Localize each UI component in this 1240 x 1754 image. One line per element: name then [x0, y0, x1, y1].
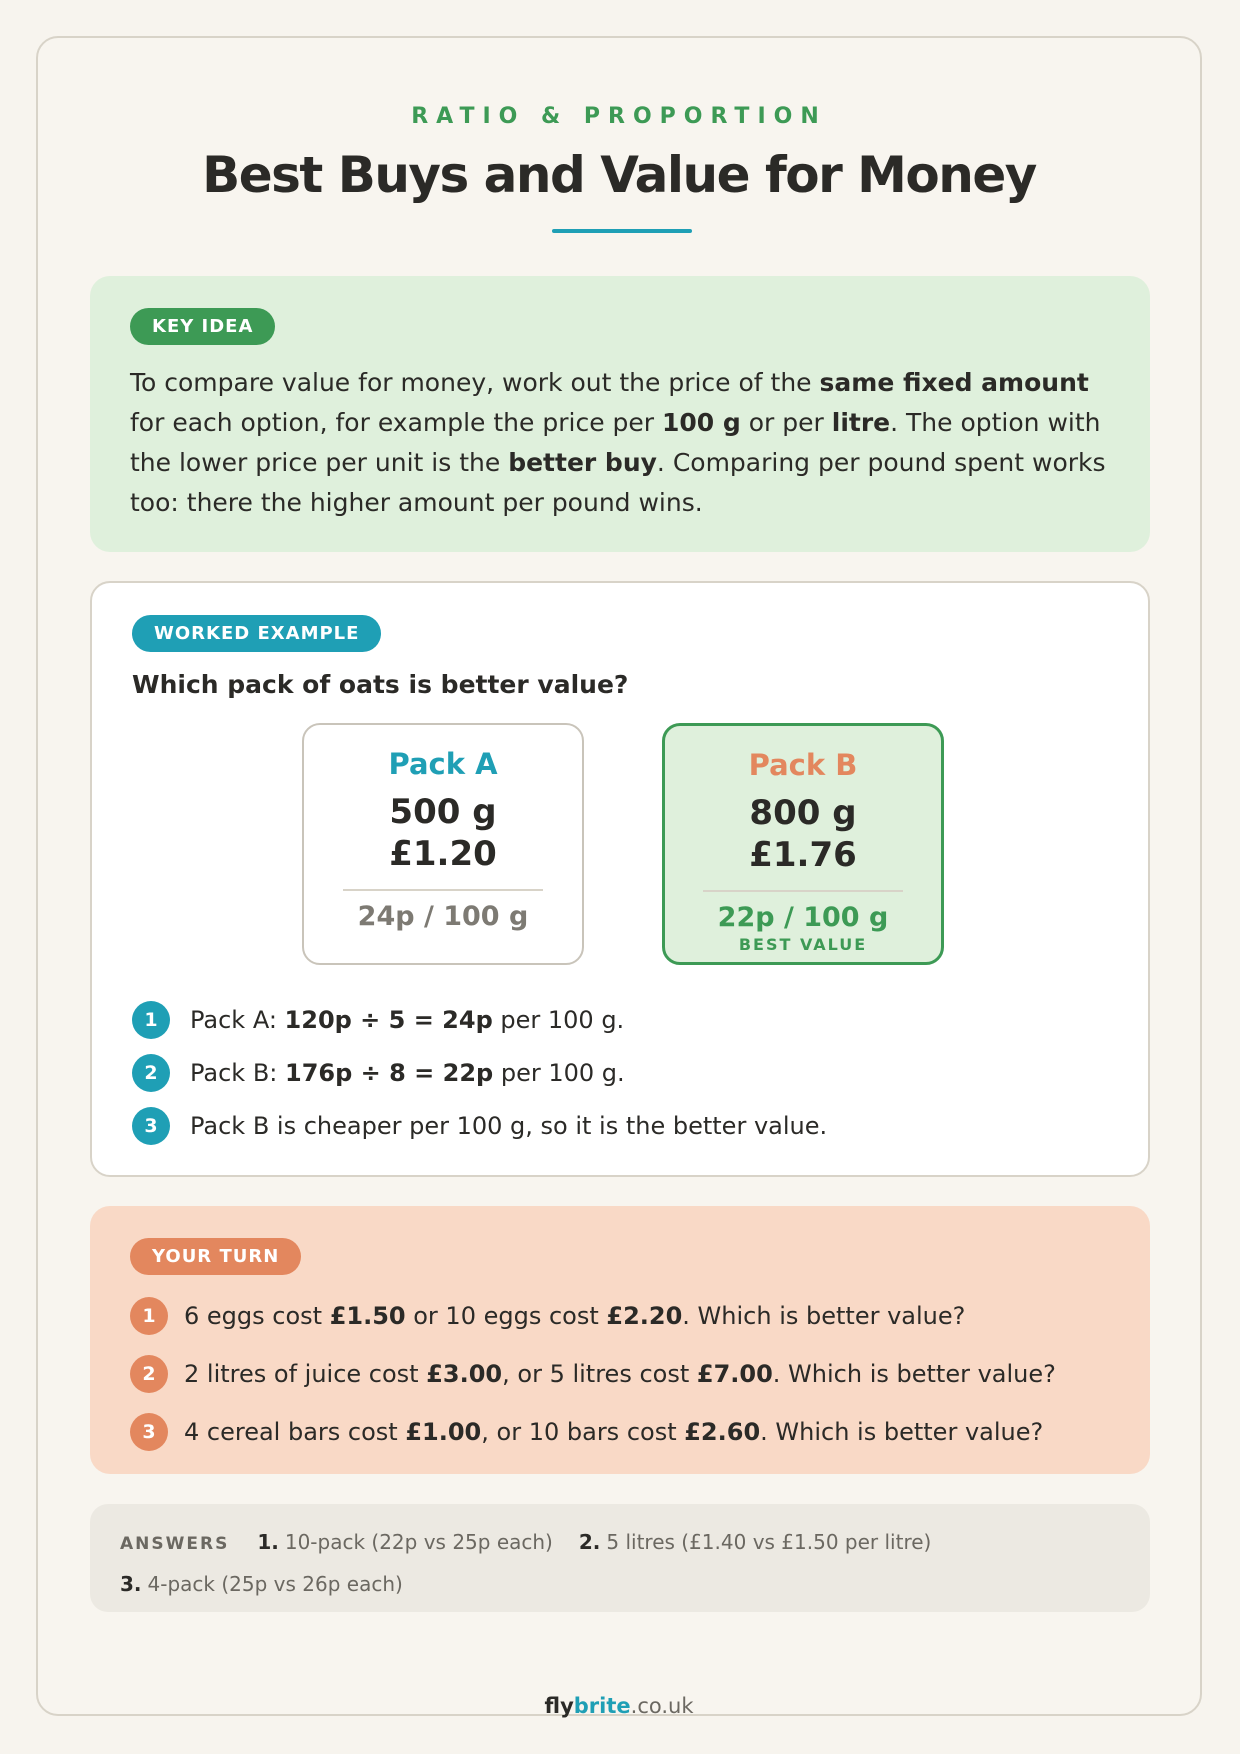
your-turn-panel: [90, 1206, 1150, 1474]
answer-number: 2.: [578, 1530, 601, 1554]
answer-text: 4-pack (25p vs 26p each): [147, 1572, 403, 1596]
key-idea-bold: better buy: [508, 448, 657, 477]
question-number-badge: 1: [130, 1297, 168, 1335]
step-number-badge: 3: [132, 1107, 170, 1145]
answer-text: 5 litres (£1.40 vs £1.50 per litre): [606, 1530, 932, 1554]
question-bold: £3.00: [426, 1360, 503, 1388]
worked-step: [132, 993, 827, 1046]
worked-steps: [132, 993, 827, 1152]
question-text: [184, 1418, 1043, 1446]
question-segment: 6 eggs cost: [184, 1302, 330, 1330]
key-idea-segment: . The option with the lower price per unit is the: [130, 408, 1101, 477]
step-number-badge: 2: [132, 1054, 170, 1092]
key-idea-segment: To compare value for money, work out the price of the: [130, 368, 820, 397]
worksheet-page: [36, 36, 1202, 1716]
pack-a-weight: 500 g: [389, 792, 497, 832]
key-idea-panel: [90, 276, 1150, 552]
key-idea-segment: for each option, for example the price per: [130, 408, 662, 437]
answer-number: 1.: [257, 1530, 279, 1554]
page-title: Best Buys and Value for Money: [202, 146, 1036, 204]
worked-step: [132, 1046, 827, 1099]
best-value-flag: BEST VALUE: [738, 935, 868, 954]
footer-brand-part1: fly: [544, 1694, 574, 1718]
pack-b-divider: [703, 890, 903, 892]
answers-line: [120, 1564, 1120, 1604]
question-bold: £2.60: [684, 1418, 761, 1446]
question-bold: £1.50: [329, 1302, 406, 1330]
step-text: [190, 1006, 624, 1034]
question-item: [130, 1403, 1110, 1461]
pack-a-price: £1.20: [389, 834, 497, 874]
worked-question: Which pack of oats is better value?: [132, 670, 629, 699]
step-text: [190, 1059, 625, 1087]
step-text: Pack B is cheaper per 100 g, so it is the better value.: [190, 1111, 828, 1140]
key-idea-bold: 100 g: [662, 408, 741, 437]
question-segment: 4 cereal bars cost: [184, 1418, 406, 1446]
question-text: [184, 1360, 1056, 1388]
step-number-badge: 1: [132, 1001, 170, 1039]
question-number-badge: 3: [130, 1413, 168, 1451]
key-idea-text: [130, 363, 1110, 523]
footer-brand-part2: brite: [573, 1694, 631, 1718]
key-idea-segment: or per: [740, 408, 832, 437]
pack-b-card: [662, 723, 944, 965]
answers-line: [120, 1522, 1120, 1564]
answers-panel: [90, 1504, 1150, 1612]
pack-b-price: £1.76: [749, 835, 857, 875]
question-item: [130, 1345, 1110, 1403]
title-underline: [552, 229, 692, 233]
step-segment: per 100 g.: [492, 1005, 625, 1034]
answers-label: ANSWERS: [120, 1534, 230, 1554]
worked-example-badge: WORKED EXAMPLE: [132, 615, 381, 652]
pack-b-unit-price: 22p / 100 g: [717, 902, 889, 933]
question-segment: or 10 eggs cost: [405, 1302, 607, 1330]
footer-logo: [38, 1694, 1200, 1718]
question-bold: £2.20: [606, 1302, 683, 1330]
question-bold: £1.00: [405, 1418, 482, 1446]
pack-b-name: Pack B: [748, 748, 858, 782]
answer-text: 10-pack (22p vs 25p each): [284, 1530, 553, 1554]
question-segment: , or 5 litres cost: [502, 1360, 697, 1388]
topic-eyebrow: RATIO & PROPORTION: [411, 104, 827, 129]
footer-domain: .co.uk: [630, 1694, 694, 1718]
pack-a-name: Pack A: [388, 747, 498, 781]
question-text: [184, 1302, 965, 1330]
pack-a-card: [302, 723, 584, 965]
step-bold: 176p ÷ 8 = 22p: [285, 1058, 494, 1087]
worked-example-panel: [90, 581, 1150, 1177]
step-segment: per 100 g.: [493, 1058, 625, 1087]
key-idea-bold: litre: [831, 408, 891, 437]
question-bold: £7.00: [696, 1360, 773, 1388]
step-bold: 120p ÷ 5 = 24p: [284, 1005, 493, 1034]
question-segment: . Which is better value?: [772, 1360, 1056, 1388]
key-idea-badge: KEY IDEA: [130, 308, 275, 345]
your-turn-badge: YOUR TURN: [130, 1238, 301, 1275]
key-idea-segment: . Comparing per pound spent works too: there the higher amount per pound wins.: [130, 448, 1106, 517]
key-idea-bold: same fixed amount: [819, 368, 1089, 397]
step-segment: Pack A:: [190, 1005, 285, 1034]
step-segment: Pack B:: [190, 1058, 286, 1087]
pack-a-unit-price: 24p / 100 g: [357, 901, 529, 932]
question-number-badge: 2: [130, 1355, 168, 1393]
question-item: [130, 1287, 1110, 1345]
question-segment: . Which is better value?: [760, 1418, 1044, 1446]
answer-number: 3.: [120, 1572, 142, 1596]
pack-a-divider: [343, 889, 543, 891]
question-segment: 2 litres of juice cost: [184, 1360, 427, 1388]
your-turn-list: [130, 1287, 1110, 1461]
pack-b-weight: 800 g: [749, 793, 857, 833]
worked-step: [132, 1099, 827, 1152]
question-segment: . Which is better value?: [682, 1302, 966, 1330]
question-segment: , or 10 bars cost: [481, 1418, 685, 1446]
